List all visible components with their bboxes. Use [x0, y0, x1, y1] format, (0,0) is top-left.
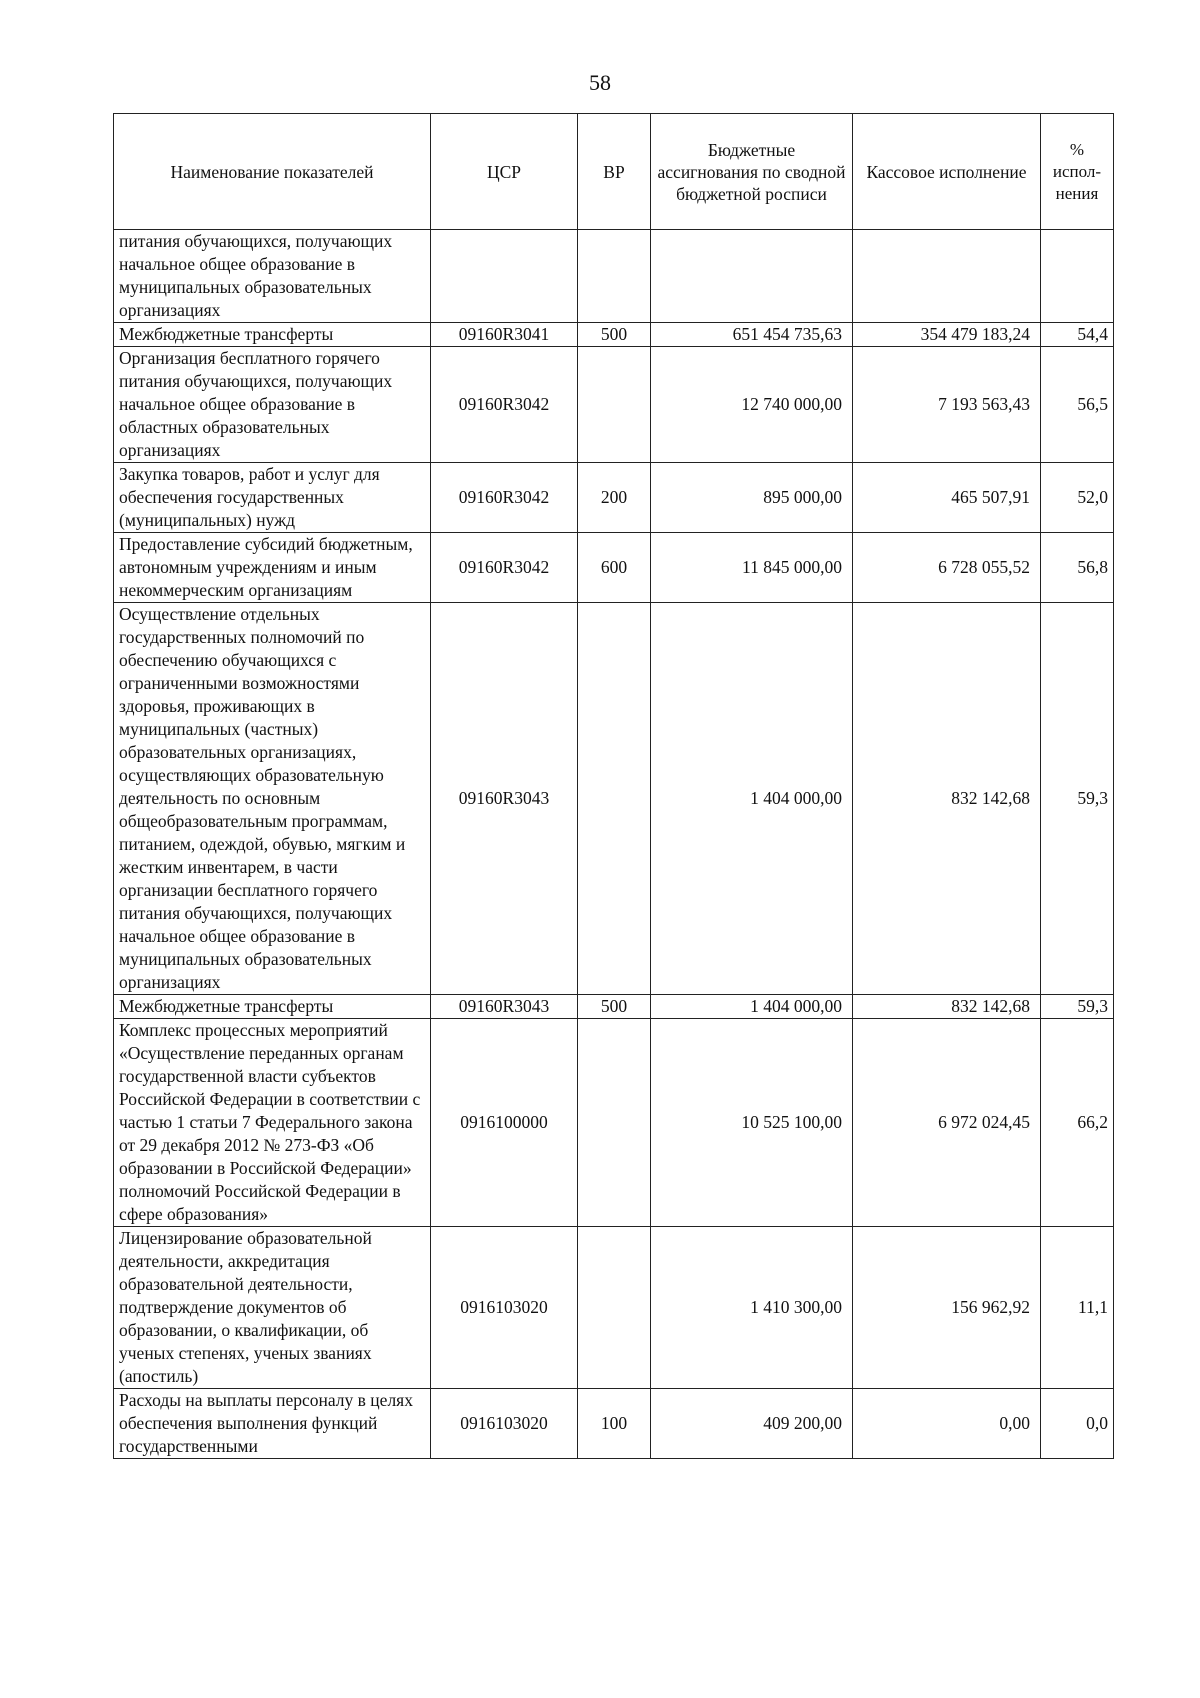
cell-execution: 832 142,68	[853, 603, 1041, 995]
cell-csr: 0916103020	[431, 1389, 578, 1459]
table-row	[114, 1389, 1114, 1459]
cell-csr: 09160R3042	[431, 533, 578, 603]
table-row	[114, 533, 1114, 603]
cell-csr: 0916100000	[431, 1019, 578, 1227]
cell-execution: 832 142,68	[853, 995, 1041, 1019]
cell-percent: 56,8	[1041, 533, 1114, 603]
cell-name: Осуществление отдельных государственных полномочий по обеспечению обучающихся с ограниченными возможностями здоровья, проживающих в муниципальных (частных) образовательных организациях, осуществляющих образовательную деятельность по основным общеобразовательным программам, питанием, одеждой, обувью, мягким и жестким инвентарем, в части организации бесплатного горячего питания обучающихся, получающих начальное общее образование в муниципальных образовательных организациях	[114, 603, 431, 995]
table-row	[114, 347, 1114, 463]
cell-name: Межбюджетные трансферты	[114, 323, 431, 347]
cell-vr: 500	[578, 323, 651, 347]
cell-percent: 56,5	[1041, 347, 1114, 463]
cell-assignments: 10 525 100,00	[651, 1019, 853, 1227]
cell-execution: 354 479 183,24	[853, 323, 1041, 347]
cell-percent: 0,0	[1041, 1389, 1114, 1459]
cell-vr: 600	[578, 533, 651, 603]
cell-execution: 6 728 055,52	[853, 533, 1041, 603]
header-percent: % испол-нения	[1041, 114, 1114, 230]
table-row	[114, 1019, 1114, 1227]
cell-assignments: 1 410 300,00	[651, 1227, 853, 1389]
cell-assignments: 1 404 000,00	[651, 995, 853, 1019]
cell-percent: 66,2	[1041, 1019, 1114, 1227]
table-row	[114, 230, 1114, 323]
cell-percent	[1041, 230, 1114, 323]
cell-name: Межбюджетные трансферты	[114, 995, 431, 1019]
cell-name: Лицензирование образовательной деятельности, аккредитация образовательной деятельности, подтверждение документов об образовании, о квалификации, об ученых степенях, ученых званиях (апостиль)	[114, 1227, 431, 1389]
cell-csr: 09160R3042	[431, 347, 578, 463]
cell-csr: 09160R3042	[431, 463, 578, 533]
table-row	[114, 463, 1114, 533]
cell-name: Комплекс процессных мероприятий «Осуществление переданных органам государственной власти субъектов Российской Федерации в соответствии с частью 1 статьи 7 Федерального закона от 29 декабря 2012 № 273-ФЗ «Об образовании в Российской Федерации» полномочий Российской Федерации в сфере образования»	[114, 1019, 431, 1227]
cell-csr: 09160R3043	[431, 995, 578, 1019]
table-row	[114, 995, 1114, 1019]
cell-csr: 09160R3043	[431, 603, 578, 995]
cell-vr: 100	[578, 1389, 651, 1459]
cell-execution: 465 507,91	[853, 463, 1041, 533]
cell-vr	[578, 1019, 651, 1227]
header-execution: Кассовое исполнение	[853, 114, 1041, 230]
header-vr: ВР	[578, 114, 651, 230]
cell-csr: 0916103020	[431, 1227, 578, 1389]
cell-execution: 7 193 563,43	[853, 347, 1041, 463]
budget-table	[113, 113, 1114, 1459]
cell-vr	[578, 1227, 651, 1389]
cell-execution: 0,00	[853, 1389, 1041, 1459]
header-assignments: Бюджетные ассигнования по сводной бюджетной росписи	[651, 114, 853, 230]
cell-assignments: 12 740 000,00	[651, 347, 853, 463]
table-header	[114, 114, 1114, 230]
cell-name: питания обучающихся, получающих начальное общее образование в муниципальных образовательных организациях	[114, 230, 431, 323]
cell-assignments	[651, 230, 853, 323]
cell-assignments: 11 845 000,00	[651, 533, 853, 603]
cell-percent: 59,3	[1041, 603, 1114, 995]
cell-assignments: 651 454 735,63	[651, 323, 853, 347]
table-row	[114, 1227, 1114, 1389]
cell-csr	[431, 230, 578, 323]
cell-name: Расходы на выплаты персоналу в целях обеспечения выполнения функций государственными	[114, 1389, 431, 1459]
page-number: 58	[589, 70, 611, 95]
cell-execution: 156 962,92	[853, 1227, 1041, 1389]
cell-vr	[578, 347, 651, 463]
cell-name: Предоставление субсидий бюджетным, автономным учреждениям и иным некоммерческим организациям	[114, 533, 431, 603]
header-name: Наименование показателей	[114, 114, 431, 230]
cell-execution	[853, 230, 1041, 323]
cell-vr	[578, 230, 651, 323]
cell-percent: 52,0	[1041, 463, 1114, 533]
cell-percent: 59,3	[1041, 995, 1114, 1019]
cell-vr: 200	[578, 463, 651, 533]
cell-assignments: 1 404 000,00	[651, 603, 853, 995]
cell-csr: 09160R3041	[431, 323, 578, 347]
cell-assignments: 895 000,00	[651, 463, 853, 533]
cell-name: Организация бесплатного горячего питания обучающихся, получающих начальное общее образование в областных образовательных организациях	[114, 347, 431, 463]
table-body	[114, 230, 1114, 1459]
cell-execution: 6 972 024,45	[853, 1019, 1041, 1227]
cell-vr	[578, 603, 651, 995]
header-csr: ЦСР	[431, 114, 578, 230]
cell-percent: 11,1	[1041, 1227, 1114, 1389]
cell-name: Закупка товаров, работ и услуг для обеспечения государственных (муниципальных) нужд	[114, 463, 431, 533]
cell-assignments: 409 200,00	[651, 1389, 853, 1459]
table-row	[114, 603, 1114, 995]
table-row	[114, 323, 1114, 347]
cell-percent: 54,4	[1041, 323, 1114, 347]
cell-vr: 500	[578, 995, 651, 1019]
